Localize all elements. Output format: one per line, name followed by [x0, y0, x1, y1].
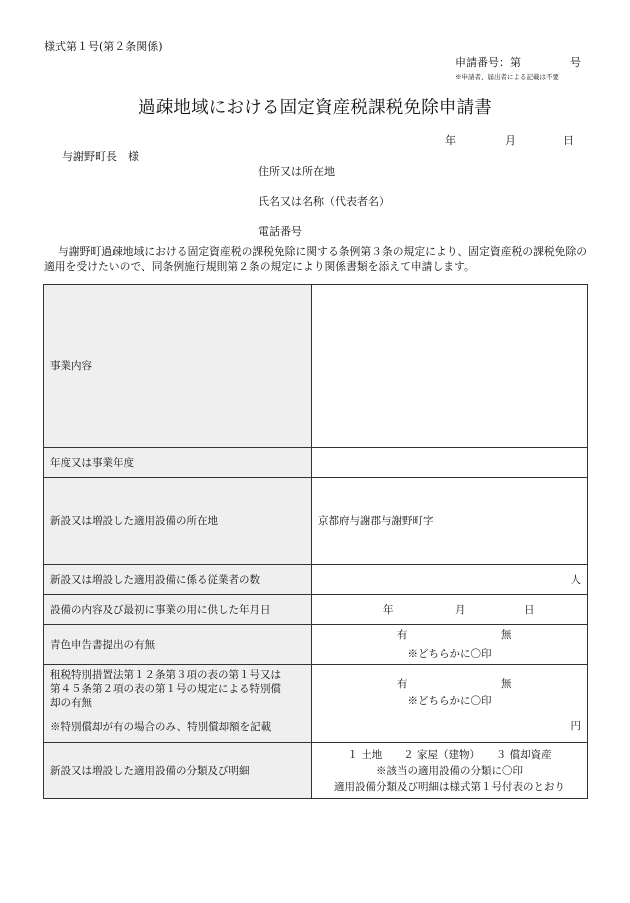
classification-note: ※該当の適用設備の分類に〇印 — [376, 764, 523, 777]
employees-unit: 人 — [570, 573, 581, 586]
phone-label: 電話番号 — [258, 225, 302, 238]
classification-detail: 適用設備分類及び明細は様式第１号付表のとおり — [334, 780, 565, 793]
name-label: 氏名又は名称（代表者名） — [258, 195, 390, 208]
facility-location-field[interactable]: 京都府与謝郡与謝野町字 — [312, 478, 588, 565]
first-use-month: 月 — [455, 603, 466, 616]
employees-label: 新設又は増設した適用設備に係る従業者の数 — [44, 565, 312, 595]
blue-return-field[interactable] — [312, 625, 588, 665]
special-depreciation-note-right: ※どちらかに〇印 — [407, 695, 492, 707]
business-content-field[interactable] — [312, 285, 588, 448]
application-note: ※申請者、届出者による記載は不要 — [455, 73, 559, 81]
blue-return-yes[interactable]: 有 — [397, 629, 408, 641]
application-number-label: 申請番号：第 — [455, 56, 521, 69]
date-year: 年 — [445, 134, 456, 147]
date-month: 月 — [505, 134, 516, 147]
date-day: 日 — [563, 134, 574, 147]
declaration-text: 与謝野町過疎地域における固定資産税の課税免除に関する条例第３条の規定により、固定資産税の課税免除の適用を受けたいので、同条例施行規則第２条の規定により関係書類を添えて申請します。 — [44, 245, 588, 273]
form-number: 様式第１号(第２条関係) — [44, 40, 163, 53]
fiscal-year-field[interactable] — [312, 448, 588, 478]
facility-location-label: 新設又は増設した適用設備の所在地 — [44, 478, 312, 565]
business-content-label: 事業内容 — [44, 285, 312, 448]
address-label: 住所又は所在地 — [258, 165, 335, 178]
special-depreciation-yen: 円 — [570, 720, 581, 732]
first-use-date-field[interactable] — [312, 595, 588, 625]
employees-field[interactable] — [312, 565, 588, 595]
special-depreciation-no[interactable]: 無 — [501, 678, 512, 690]
first-use-date-label: 設備の内容及び最初に事業の用に供した年月日 — [44, 595, 312, 625]
classification-field[interactable] — [312, 743, 588, 799]
special-depreciation-field[interactable] — [312, 665, 588, 743]
blue-return-no[interactable]: 無 — [501, 629, 512, 641]
special-depreciation-label: 租税特別措置法第１２条第３項の表の第１号又は 第４５条第２項の表の第１号の規定による特別償 却の有無 ※特別償却が有の場合のみ、特別償却額を記載 — [44, 665, 312, 743]
application-table — [43, 284, 588, 799]
addressee: 与謝野町長 様 — [62, 150, 139, 163]
special-depreciation-yes[interactable]: 有 — [397, 678, 408, 690]
first-use-year: 年 — [383, 603, 394, 616]
classification-options[interactable]: １ 土地 ２ 家屋（建物） ３ 償却資産 — [347, 748, 552, 761]
classification-label: 新設又は増設した適用設備の分類及び明細 — [44, 743, 312, 799]
blue-return-label: 青色申告書提出の有無 — [44, 625, 312, 665]
application-number-suffix: 号 — [570, 56, 581, 69]
document-title: 過疎地域における固定資産税課税免除申請書 — [138, 98, 492, 118]
fiscal-year-label: 年度又は事業年度 — [44, 448, 312, 478]
blue-return-note: ※どちらかに〇印 — [407, 648, 492, 660]
first-use-day: 日 — [524, 603, 535, 616]
